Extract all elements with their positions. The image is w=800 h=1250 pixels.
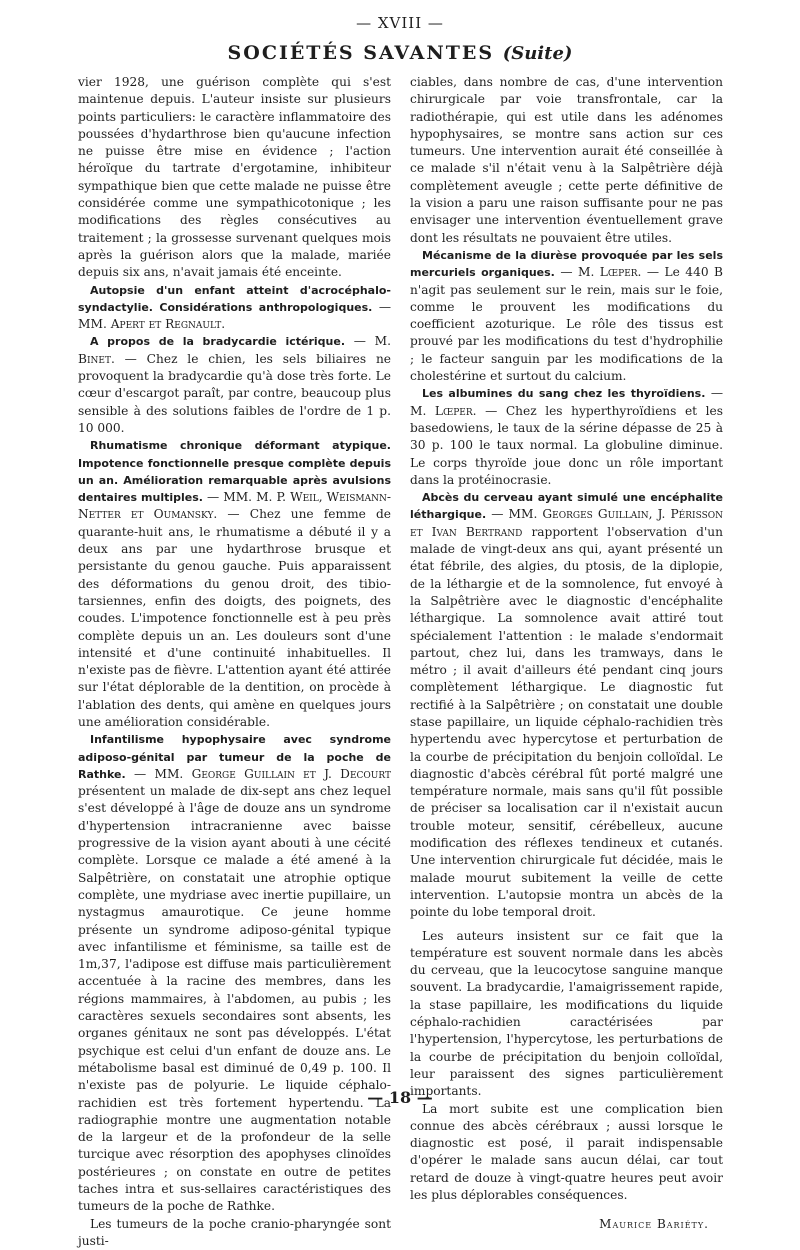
article-title: Abcès du cerveau ayant simulé une encéphalite léthargique.: [410, 491, 723, 522]
right-column: [410, 74, 723, 1234]
article-authors: — MM. M. P. Weil, Weismann-Netter et Oumansky.: [78, 490, 392, 522]
article-autopsie: [78, 282, 391, 334]
article-authors: — MM. Georges Guillain, J. Périsson et Ivan Bertrand: [410, 507, 724, 539]
article-body: — Chez le chien, les sels biliaires ne provoquent la bradycardie qu'à dose très forte. Le cœur d'escargot paraît, par contre, beaucoup plus sensible à des solutions faibles de l'ordre de 1 p. 10 000.: [78, 351, 392, 435]
article-title: Les albumines du sang chez les thyroïdiens.: [422, 387, 706, 401]
article-title: Rhumatisme chronique déformant atypique. Impotence fonctionnelle presque complète depuis un an. Amélioration remarquable après avulsions dentaires multiples.: [78, 439, 391, 505]
article-rhumatisme: [78, 437, 391, 731]
article-bradycardie: [78, 333, 391, 437]
signature: Maurice Bariéty.: [599, 1217, 709, 1232]
article-albumines: [410, 385, 723, 489]
article-title: Mécanisme de la diurèse provoquée par les sels mercuriels organiques.: [410, 248, 723, 280]
page-number: — 18 —: [367, 1088, 433, 1107]
article-body: — Le 440 B n'agit pas seulement sur le rein, mais sur le foie, comme le prouvent les modifications du coefficient azoturique. Le rôle des tissus est prouvé par les modifications du test d'hydrophilie ; le facteur sanguin par les modifications de la cholestérine et surtout du calcium.: [410, 265, 723, 384]
article-diurese: [410, 247, 723, 385]
paragraph: Les tumeurs de la poche cranio-pharyngée sont justi-: [78, 1216, 391, 1248]
article-title: Infantilisme hypophysaire avec syndrome adiposo-génital par tumeur de la poche de Rathke.: [78, 733, 391, 781]
article-infantilisme: [78, 731, 391, 1215]
article-authors: — M. Lœper.: [410, 386, 723, 418]
article-body: — Chez une femme de quarante-huit ans, le rhumatisme a débuté il y a deux ans par une hydarthrose brusque et persistante du genou gauche. Puis apparaissent des déformations du genou droit, des tibio-tarsiennes, enfin des doigts, des poignets, des coudes. L'impotence fonctionnelle est à peu près complète depuis un an. Les douleurs sont d'une intensité et d'une continuité inhabituelles. Il n'existe pas de fièvre. L'attention ayant été attirée sur l'état déplorable de la dentition, on procède à l'ablation des dents, qui amène en quelques jours une amélioration considérable.: [78, 507, 392, 729]
article-abces: [410, 489, 723, 921]
section-suite: (Suite): [502, 43, 573, 64]
article-authors: — MM. George Guillain et J. Decourt: [133, 766, 391, 781]
article-title: Autopsie d'un enfant atteint d'acrocéphalo-syndactylie. Considérations anthropologiques.: [78, 283, 391, 314]
section-title: SOCIÉTÉS SAVANTES: [227, 42, 495, 64]
paragraph: ciables, dans nombre de cas, d'une intervention chirurgicale par voie transfrontale, car la radiothérapie, qui est utile dans les adénomes hypophysaires, se montre sans action sur ces tumeurs. Une intervention aurait été conseillée à ce malade s'il n'était venu à la Salpêtrière déjà complètement aveugle ; cette perte définitive de la vision a paru une raison suffisante pour ne pas envisager une intervention éventuellement grave dont les résultats ne pouvaient être utiles.: [410, 75, 723, 245]
article-body: — Chez les hyperthyroïdiens et les basedowiens, le taux de la sérine dépasse de 25 à 30 p. 100 le taux normal. La globuline diminue. Le corps thyroïde joue donc un rôle important dans la protéinocrasie.: [410, 403, 723, 487]
paragraph: Les auteurs insistent sur ce fait que la température est souvent normale dans les abcès du cerveau, que la leucocytose sanguine manque souvent. La bradycardie, l'amaigrissement rapide, la stase papillaire, les modifications du liquide céphalo-rachidien caractérisées par l'hypertension, l'hypercytose, les perturbations de la courbe de précipitation du benjoin colloïdal, leur paraissent des signes particulièrement importants.: [410, 928, 723, 1099]
article-authors: — MM. Apert et Regnault.: [78, 299, 392, 332]
running-head: [0, 42, 800, 64]
paragraph: vier 1928, une guérison complète qui s'est maintenue depuis. L'auteur insiste sur plusieurs points particuliers: le caractère inflammatoire des poussées d'hydarthrose bien qu'aucune infection ne puisse être mise en évidence ; l'action héroïque du tartrate d'ergotamine, inhibiteur sympathique bien que cette malade ne puisse être considérée comme une sympathicotonique ; les modifications des règles consécutives au traitement ; la grossesse survenant quelques mois après la guérison alors que la malade, mariée depuis six ans, n'avait jamais été enceinte.: [78, 75, 391, 280]
article-authors: — M. Binet.: [78, 334, 392, 366]
paragraph: La mort subite est une complication bien connue des abcès cérébraux ; aussi lorsque le diagnostic est posé, il parait indispensable d'opérer le malade sans aucun délai, car tout retard de douze à vingt-quatre heures peut avoir les plus déplorables conséquences.: [410, 1101, 723, 1202]
article-title: A propos de la bradycardie ictérique.: [90, 335, 346, 349]
folio-roman: — XVIII —: [356, 14, 444, 32]
article-body: présentent un malade de dix-sept ans chez lequel s'est développé à l'âge de douze ans un syndrome d'hypertension intracranienne avec baisse progressive de la vision ayant abouti à une cécité complète. Lorsque ce malade a été amené à la Salpêtrière, on constatait une atrophie optique complète, une mydriase avec inertie pupillaire, un nystagmus amaurotique. Ce jeune homme présente un syndrome adiposo-génital typique avec infantilisme et féminisme, sa taille est de 1m,37, l'adipose est diffuse mais particulièrement accentuée à la racine des membres, dans les régions mammaires, à l'abdomen, au pubis ; les caractères sexuels secondaires sont absents, les organes génitaux ne sont pas développés. L'état psychique est celui d'un enfant de douze ans. Le métabolisme basal est diminué de 0,49 p. 100. Il n'existe pas de polyurie. Le liquide céphalo-rachidien est très fortement hypertendu. La radiographie montre une augmentation notable de la largeur et de la profondeur de la selle turcique avec résorption des apophyses clinoïdes postérieures ; on constate en outre de petites taches intra et sus-sellaires caractéristiques des tumeurs de la poche de Rathke.: [78, 784, 391, 1214]
left-column: [78, 74, 391, 1250]
article-body: rapportent l'observation d'un malade de vingt-deux ans qui, ayant présenté un état fébrile, des algies, du ptosis, de la diplopie, de la léthargie et de la somnolence, fut envoyé à la Salpêtrière avec le diagnostic d'encéphalite léthargique. La somnolence avait attiré tout spécialement l'attention : le malade s'endormait partout, chez lui, dans les tramways, dans le métro ; il avait d'ailleurs été pendant cinq jours complètement léthargique. Le diagnostic fut rectifié à la Salpêtrière ; on constatait une double stase papillaire, un liquide céphalo-rachidien très hypertendu avec hypercytose et perturbation de la courbe de précipitation du benjoin colloïdal. Le diagnostic d'abcès cérébral fût porté malgré une température normale, mais sans qu'il fût possible de préciser sa localisation car il n'existait aucun trouble moteur, sensitif, cérébelleux, aucune modification des réflexes tendineux et cutanés. Une intervention chirurgicale fut décidée, mais le malade mourut subitement la veille de cette intervention. L'autopsie montra un abcès de la pointe du lobe temporal droit.: [410, 524, 723, 920]
article-authors: — M. Lœper.: [560, 265, 642, 280]
